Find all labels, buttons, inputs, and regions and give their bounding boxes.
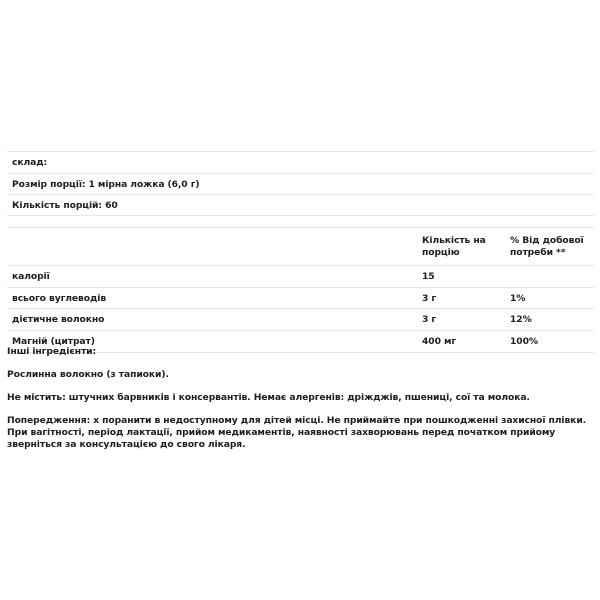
header-amount: Кількість на порцію xyxy=(422,234,486,258)
row-amount: 15 xyxy=(422,270,435,282)
servings-text: Кількість порцій: 60 xyxy=(12,199,118,211)
table-row xyxy=(7,308,594,330)
other-ingredients-heading: Інші інгредієнти: xyxy=(7,346,97,357)
composition-heading xyxy=(7,151,594,173)
serving-size-text: Розмір порції: 1 мірна ложка (6,0 г) xyxy=(12,178,200,190)
row-amount: 3 г xyxy=(422,314,437,326)
table-row xyxy=(7,265,594,287)
servings-row xyxy=(7,194,594,216)
row-name: Магній (цитрат) xyxy=(12,335,95,347)
row-name: всього вуглеводів xyxy=(12,292,107,304)
header-dv: % Від добової потреби ** xyxy=(510,234,584,258)
row-amount: 400 мг xyxy=(422,335,457,347)
nutrition-facts xyxy=(7,151,594,353)
table-row xyxy=(7,287,594,309)
row-name: дієтичне волокно xyxy=(12,314,105,326)
notes-section xyxy=(7,346,594,462)
row-dv: 1% xyxy=(510,292,526,304)
row-amount: 3 г xyxy=(422,292,437,304)
row-dv: 12% xyxy=(510,314,532,326)
composition-heading-text: склад: xyxy=(12,156,48,168)
table-header xyxy=(7,227,594,265)
row-name: калорії xyxy=(12,270,50,282)
warning-statement: Попередження: х поранити в недоступному для дітей місці. Не приймайте при пошкодженні захисної плівки. При вагітності, період лактації, прийом медикаментів, наявності захворювань перед початком прийому зверніться за консультацією до свого лікаря. xyxy=(7,415,587,450)
free-from-statement: Не містить: штучних барвників і консервантів. Немає алергенів: дріжджів, пшениці, сої та молока. xyxy=(7,392,530,403)
row-dv: 100% xyxy=(510,335,538,347)
serving-size-row xyxy=(7,173,594,195)
nutrition-table xyxy=(7,227,594,353)
other-ingredients: Рослинна волокно (з тапиоки). xyxy=(7,369,169,380)
